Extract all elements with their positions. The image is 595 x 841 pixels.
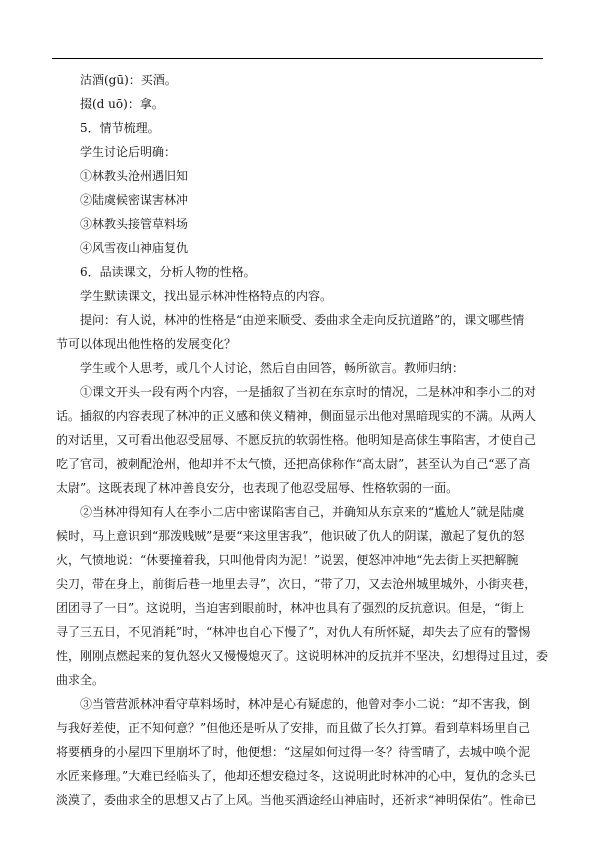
paragraph-line: ①课文开头一段有两个内容，一是插叙了当初在东京时的情况，二是林冲和李小二的对	[80, 385, 537, 399]
paragraph-line: 水匠来修理。”大难已经临头了，他却还想安稳过冬，这说明此时林冲的心中，复仇的念头已	[56, 769, 537, 783]
list-item: ①林教头沧州遇旧知	[80, 169, 189, 183]
document-body	[56, 68, 549, 812]
paragraph-line: 寻了三五日，不见消耗”时，“林冲也自心下慢了”，对仇人有所怀疑，却失去了应有的警惕	[56, 625, 531, 639]
header-rule	[52, 58, 543, 59]
section-heading: 6．品读课文，分析人物的性格。	[80, 265, 256, 279]
list-item: ④风雪夜山神庙复仇	[80, 241, 189, 255]
glossary-line: 掇(d uō)：拿。	[80, 97, 164, 111]
paragraph-line: 将要栖身的小屋四下里崩坏了时，他便想：“这屋如何过得一冬？待雪晴了，去城中唤个泥	[56, 745, 531, 759]
paragraph-line: 团团寻了一日”。这说明，当迫害到眼前时，林冲也具有了强烈的反抗意识。但是，“街上	[56, 601, 525, 615]
paragraph-line: 与我好差使，正不知何意？”但他还是听从了安排，而且做了长久打算。看到草料场里自己	[56, 721, 531, 735]
question-line: 提问：有人说，林冲的性格是“由逆来顺受、委曲求全走向反抗道路”的，课文哪些情	[80, 313, 525, 327]
list-item: ③林教头接管草料场	[80, 217, 189, 231]
paragraph-line: ③当管营派林冲看守草料场时，林冲是心有疑虑的，他曾对李小二说：“却不害我，倒	[80, 697, 531, 711]
paragraph-line: 学生讨论后明确：	[80, 145, 177, 159]
paragraph-line: 淡漠了，委曲求全的思想又占了上风。当他买酒途经山神庙时，还祈求“神明保佑”。性命已	[56, 793, 537, 807]
paragraph-line: ②当林冲得知有人在李小二店中密谋陷害自己，并确知从东京来的“尴尬人”就是陆虞	[80, 505, 525, 519]
paragraph-line: 候时，马上意识到“那泼贱贼”是要“来这里害我”，他识破了仇人的阴谋，激起了复仇的怒	[56, 529, 525, 543]
section-heading: 5．情节梳理。	[80, 121, 160, 135]
paragraph-line: 学生或个人思考，或几个人讨论，然后自由回答，畅所欲言。教师归纳：	[80, 361, 465, 375]
paragraph-line: 太尉”。这既表现了林冲善良安分，也表现了他忍受屈辱、性格软弱的一面。	[56, 481, 459, 495]
paragraph-line: 话。插叙的内容表现了林冲的正义感和侠义精神，侧面显示出他对黑暗现实的不满。从两人	[56, 409, 537, 423]
paragraph-line: 吃了官司，被刺配沧州，他却并不太气愤，还把高俅称作“高太尉”，甚至认为自己“恶了高	[56, 457, 531, 471]
paragraph-line: 学生默读课文，找出显示林冲性格特点的内容。	[80, 289, 333, 303]
paragraph-line: 尖刀，带在身上，前街后巷一地里去寻”，次日，“带了刀，又去沧州城里城外，小街夹巷，	[56, 577, 537, 591]
paragraph-line: 曲求全。	[56, 673, 105, 687]
paragraph-line: 火，气愤地说：“休要撞着我，只叫他骨肉为泥！”说罢，便怒冲冲地“先去街上买把解腕	[56, 553, 519, 567]
list-item: ②陆虞候密谋害林冲	[80, 193, 189, 207]
paragraph-line: 的对话里，又可看出他忍受屈辱、不愿反抗的软弱性格。他明知是高俅生事陷害，才使自己	[56, 433, 537, 447]
question-line: 节可以体现出他性格的发展变化？	[56, 337, 237, 351]
glossary-line: 沽酒(gū)：买酒。	[80, 73, 177, 87]
paragraph-line: 性，刚刚点燃起来的复仇怒火又慢慢熄灭了。这说明林冲的反抗并不坚决，幻想得过且过，委	[56, 649, 549, 663]
